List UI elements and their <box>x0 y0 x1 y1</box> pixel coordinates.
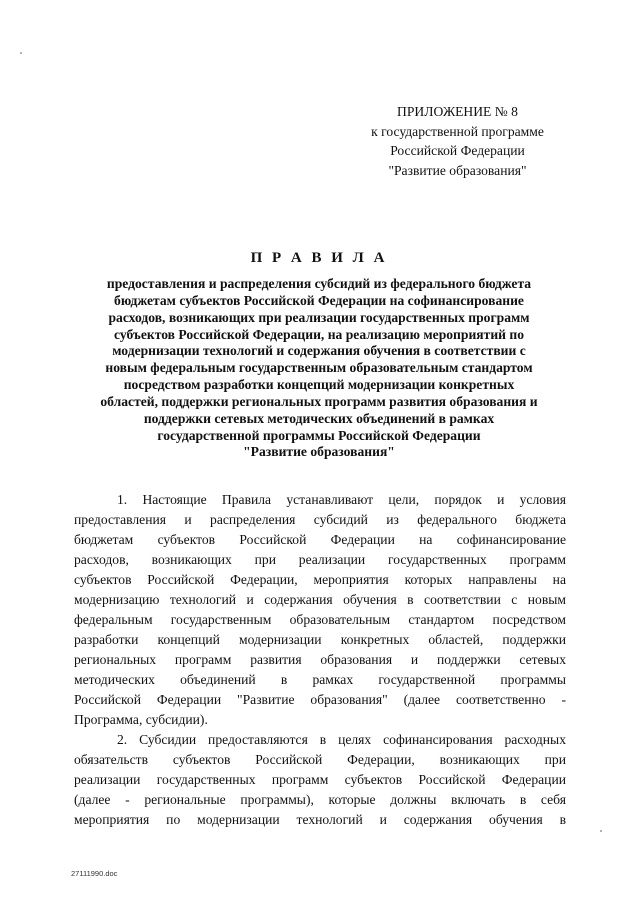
appendix-federation: Российской Федерации <box>390 143 525 158</box>
appendix-block <box>350 102 565 180</box>
appendix-program-name: "Развитие образования" <box>388 162 527 178</box>
subtitle-line: бюджетам субъектов Российской Федерации на софинансирование <box>114 292 524 308</box>
file-name-footer: 27111990.doc <box>71 869 118 878</box>
paragraph-1-line: субъектов Российской Федерации, мероприятия которых направлены на <box>74 572 566 587</box>
subtitle-line: новым федеральным государственным образовательным стандартом <box>105 360 533 376</box>
subtitle-line: "Развитие образования" <box>243 444 395 460</box>
paragraph-1-line: расходов, возникающих при реализации государственных программ <box>74 552 566 567</box>
paragraph-2-line: обязательств субъектов Российской Федерации, возникающих при <box>74 752 566 767</box>
paragraph-2-line: (далее - региональные программы), которые должны включать в себя <box>74 792 566 807</box>
paragraph-1-line: предоставления и распределения субсидий из федерального бюджета <box>74 512 566 527</box>
subtitle-line: субъектов Российской Федерации, на реализацию мероприятий по <box>113 326 525 342</box>
paragraph-2-line: 2. Субсидии предоставляются в целях софинансирования расходных <box>117 732 566 747</box>
document-subtitle <box>62 276 576 461</box>
subtitle-line: поддержки сетевых методических объединений в рамках <box>143 410 495 426</box>
scan-speck <box>20 52 22 54</box>
appendix-number: ПРИЛОЖЕНИЕ № 8 <box>397 104 518 119</box>
paragraph-1-line: модернизацию технологий и содержания обучения в соответствии с новым <box>74 592 566 607</box>
scan-speck <box>600 830 602 832</box>
document-body <box>74 490 566 830</box>
paragraph-1-line: Российской Федерации "Развитие образования" (далее соответственно - <box>74 692 566 707</box>
subtitle-line: расходов, возникающих при реализации государственных программ <box>108 309 530 325</box>
paragraph-2-line: мероприятия по модернизации технологий и содержания обучения в <box>74 812 566 827</box>
paragraph-1-line: бюджетам субъектов Российской Федерации на софинансирование <box>74 532 566 547</box>
paragraph-1-line: федеральным государственным образовательным стандартом посредством <box>74 612 566 627</box>
subtitle-line: государственной программы Российской Федерации <box>157 427 481 443</box>
paragraph-1-line: методических объединений в рамках государственной программы <box>74 672 566 687</box>
subtitle-line: модернизации технологий и содержания обучения в соответствии с <box>112 343 526 359</box>
appendix-reference: к государственной программе <box>371 123 544 139</box>
subtitle-line: предоставления и распределения субсидий из федерального бюджета <box>106 276 532 291</box>
document-heading: П Р А В И Л А <box>250 250 388 266</box>
paragraph-1-last-line: Программа, субсидии). <box>74 712 208 727</box>
paragraph-1-line: разработки концепций модернизации конкретных областей, поддержки <box>74 632 566 647</box>
paragraph-1-line: региональных программ развития образования и поддержки сетевых <box>74 652 566 667</box>
subtitle-line: областей, поддержки региональных программ развития образования и <box>100 393 538 409</box>
subtitle-line: посредством разработки концепций модернизации конкретных <box>123 377 515 393</box>
paragraph-1-line: 1. Настоящие Правила устанавливают цели, порядок и условия <box>117 492 566 507</box>
paragraph-2-line: реализации государственных программ субъектов Российской Федерации <box>74 772 566 787</box>
